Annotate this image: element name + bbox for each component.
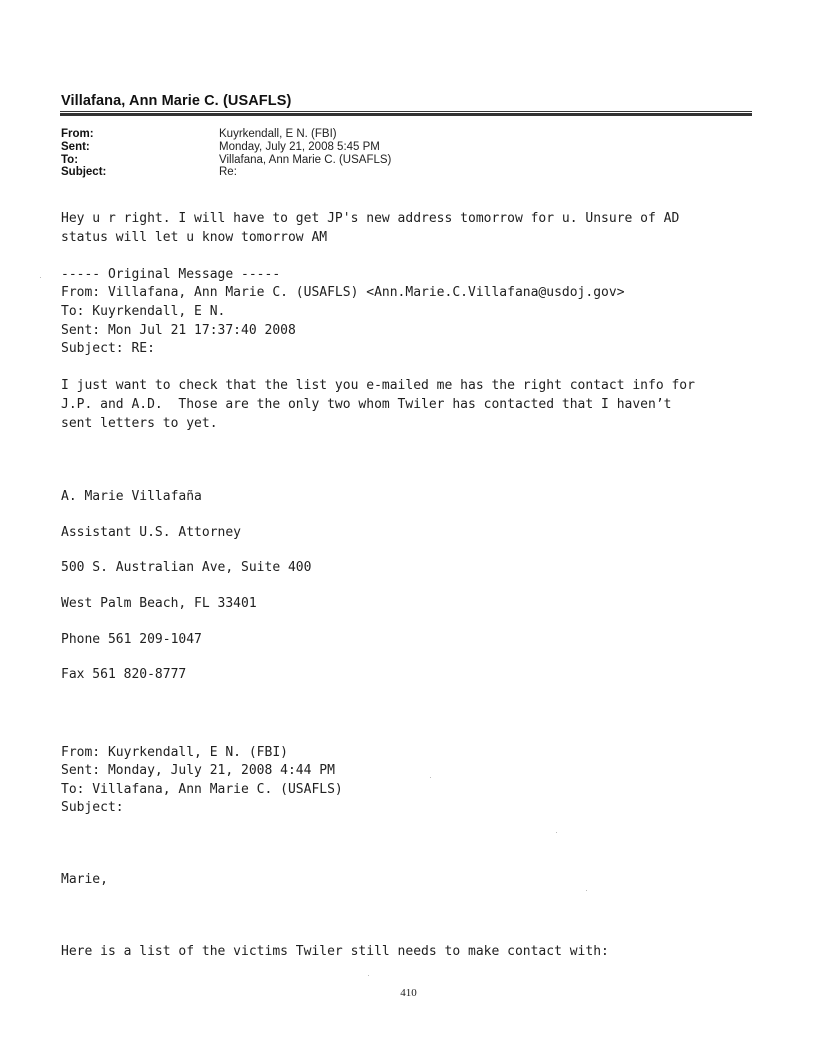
earlier-from: From: Kuyrkendall, E N. (FBI) <box>61 744 288 760</box>
header-from-row <box>61 128 391 141</box>
earlier-sent: Sent: Monday, July 21, 2008 4:44 PM <box>61 763 335 779</box>
earlier-greeting: Marie, <box>61 872 108 888</box>
header-to-value: Villafana, Ann Marie C. (USAFLS) <box>219 153 392 166</box>
email-header <box>61 128 391 179</box>
document-title: Villafana, Ann Marie C. (USAFLS) <box>61 93 292 109</box>
original-body-line: sent letters to yet. <box>61 415 218 431</box>
signature-role: Assistant U.S. Attorney <box>61 524 242 540</box>
signature-name: A. Marie Villafaña <box>61 489 202 505</box>
original-body-line: J.P. and A.D. Those are the only two whom Twiler has contacted that I haven’t <box>61 396 672 412</box>
original-to: To: Kuyrkendall, E N. <box>61 303 226 319</box>
original-from: From: Villafana, Ann Marie C. (USAFLS) <Ann.Marie.C.Villafana@usdoj.gov> <box>61 285 625 301</box>
signature-fax: Fax 561 820-8777 <box>61 667 187 683</box>
original-sent: Sent: Mon Jul 21 17:37:40 2008 <box>61 322 296 338</box>
header-subject-value: Re: <box>219 166 237 179</box>
header-to-label: To: <box>61 153 79 166</box>
header-subject-row <box>61 166 391 179</box>
earlier-body-line: Here is a list of the victims Twiler still needs to make contact with: <box>61 943 609 959</box>
original-subject: Subject: RE: <box>61 341 155 357</box>
reply-line: status will let u know tomorrow AM <box>61 229 328 245</box>
header-sent-value: Monday, July 21, 2008 5:45 PM <box>219 140 380 153</box>
email-body <box>61 210 781 961</box>
original-body-line: I just want to check that the list you e-mailed me has the right contact info for <box>61 378 695 394</box>
original-message-divider: ----- Original Message ----- <box>61 266 281 282</box>
reply-line: Hey u r right. I will have to get JP's new address tomorrow for u. Unsure of AD <box>61 211 680 226</box>
header-subject-label: Subject: <box>61 166 107 179</box>
title-rule <box>60 113 752 116</box>
signature-phone: Phone 561 209-1047 <box>61 631 202 647</box>
header-to-row <box>61 154 391 167</box>
page-number: 410 <box>400 987 417 999</box>
title-rule-thin <box>60 111 752 112</box>
header-sent-row <box>61 141 391 154</box>
signature-address: 500 S. Australian Ave, Suite 400 <box>61 560 312 576</box>
header-from-value: Kuyrkendall, E N. (FBI) <box>219 128 337 140</box>
earlier-subject: Subject: <box>61 800 124 816</box>
header-from-label: From: <box>61 128 94 140</box>
earlier-to: To: Villafana, Ann Marie C. (USAFLS) <box>61 781 343 797</box>
header-sent-label: Sent: <box>61 140 90 153</box>
signature-city: West Palm Beach, FL 33401 <box>61 595 257 611</box>
